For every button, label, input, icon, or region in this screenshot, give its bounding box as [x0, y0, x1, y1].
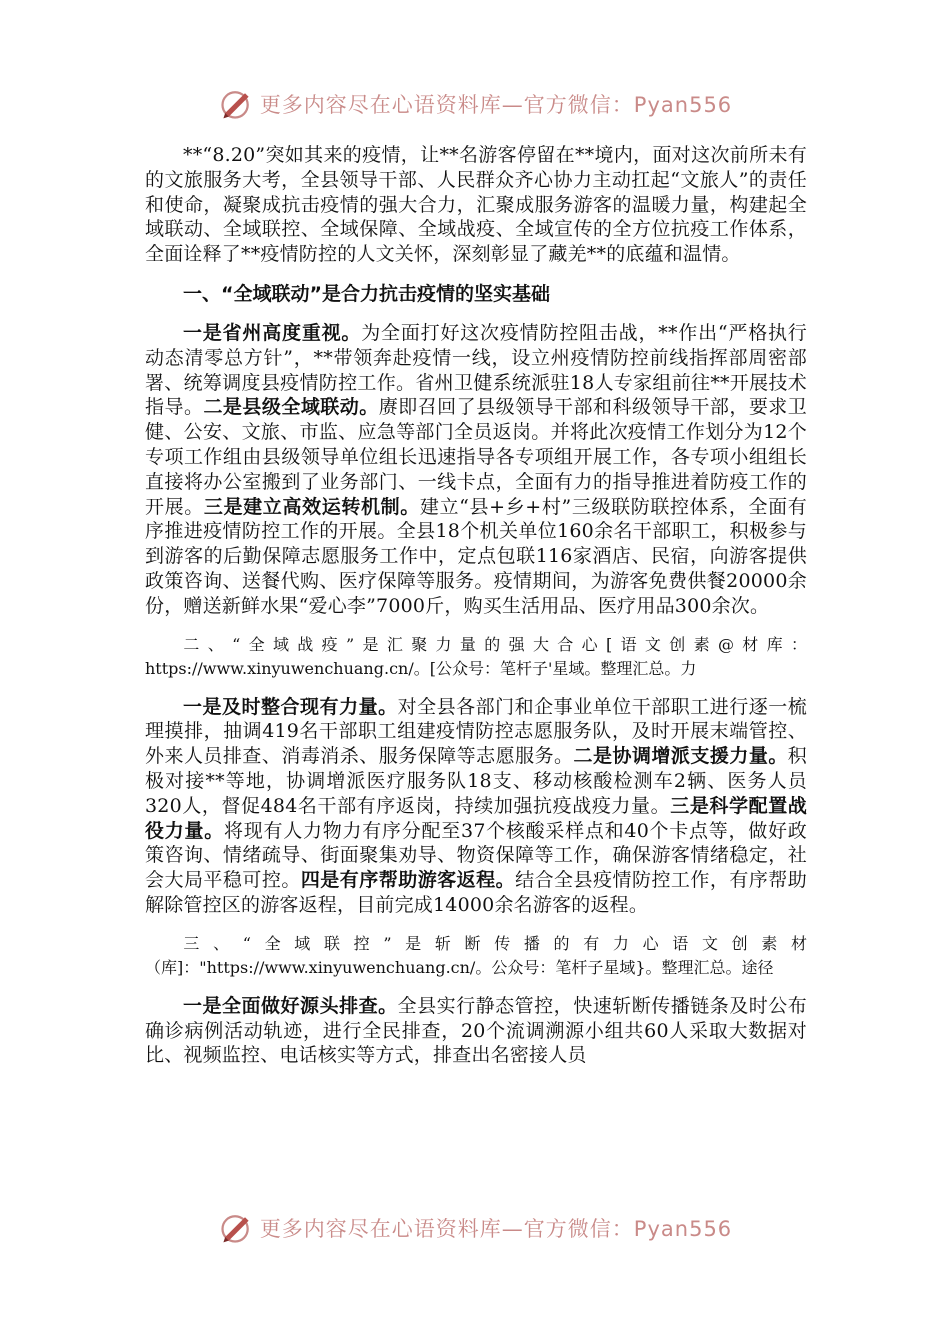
section2-point2-text: 积极对接**等地，协调增派医疗服务队18支、移动核酸检测车2辆、医务人员320人，督促484名干部有序返岗，持续加强抗疫战疫力量。: [145, 745, 807, 817]
section2-point3-text: 将现有人力物力有序分配至37个核酸采样点和40个卡点等，做好政策咨询、情绪疏导、街面聚集劝导、物资保障等工作，确保游客情绪稳定，社会大局平稳可控。: [145, 819, 807, 892]
pen-circle-logo-icon: [218, 1210, 254, 1246]
section1-paragraph: [145, 321, 807, 619]
section2-paragraph: [145, 695, 807, 918]
section3-paragraph: [145, 994, 807, 1068]
section2-point1-label: 一是及时整合现有力量。: [183, 695, 398, 718]
intro-paragraph: **“8.20”突如其来的疫情，让**名游客停留在**境内，面对这次前所未有的文旅服务大考，全县领导干部、人民群众齐心协力主动扛起“文旅人”的责任和使命，凝聚成抗击疫情的强大合力，汇聚成服务游客的温暖力量，构建起全域联动、全域联控、全域保障、全域战疫、全域宣传的全方位抗疫工作体系，全面诠释了**疫情防控的人文关怀，深刻彰显了藏羌**的底蕴和温情。: [145, 144, 807, 266]
document-body: [145, 143, 807, 1068]
watermark-text: 更多内容尽在心语资料库—官方微信：Pyan556: [259, 93, 733, 117]
section1-point1-text: 为全面打好这次疫情防控阻击战，**作出“严格执行动态清零总方针”，**带领奔赴疫情一线，设立州疫情防控前线指挥部周密部署、统筹调度县疫情防控工作。省州卫健系统派驻18人专家组前往**开展技术指导。: [145, 321, 808, 419]
section2-point1-text: 对全县各部门和企事业单位干部职工进行逐一梳理摸排，抽调419名干部职工组建疫情防控志愿服务队，及时开展末端管控、外来人员排查、消毒消杀、服务保障等志愿服务。: [145, 695, 808, 768]
section1-point3-text: 建立“县+乡+村”三级联防联控体系，全面有序推进疫情防控工作的开展。全县18个机关单位160余名干部职工，积极参与到游客的后勤保障志愿服务工作中，定点包联116家酒店、民宿，向游客提供政策咨询、送餐代购、医疗保障等服务。疫情期间，为游客免费供餐20000余份，赠送新鲜水果“爱心李”7000斤，购买生活用品、医疗用品300余次。: [145, 495, 808, 617]
section2-heading: 二、“全域战疫”是汇聚力量的强大合心[语文创素@材库：https://www.xinyuwenchuang.cn/。[公众号：笔杆子'星域。整理汇总。力: [145, 634, 807, 678]
watermark-text: 更多内容尽在心语资料库—官方微信：Pyan556: [259, 1217, 733, 1241]
section2-point2-label: 二是协调增派支援力量。: [573, 745, 788, 768]
section3-point1-label: 一是全面做好源头排查。: [183, 994, 398, 1017]
watermark-footer: [0, 1206, 950, 1250]
section1-point3-label: 三是建立高效运转机制。: [203, 495, 420, 518]
pen-circle-logo-icon: [218, 86, 254, 122]
watermark-header: [0, 82, 950, 126]
section2-point4-label: 四是有序帮助游客返程。: [300, 869, 516, 892]
section1-point1-label: 一是省州高度重视。: [183, 321, 362, 344]
section3-heading: 三、“全域联控”是斩断传播的有力心语文创素材（库]："https://www.xinyuwenchuang.cn/。公众号：笔杆子星域}。整理汇总。途径: [145, 933, 807, 977]
section1-point2-text: 赓即召回了县级领导干部和科级领导干部，要求卫健、公安、文旅、市监、应急等部门全员返岗。并将此次疫情工作划分为12个专项工作组由县级领导单位组长迅速指导各专项组开展工作，各专项小组组长直接将办公室搬到了业务部门、一线卡点，全面有力的指导推进着防疫工作的开展。: [145, 396, 807, 518]
section1-heading: 一、“全域联动”是合力抗击疫情的坚实基础: [183, 282, 550, 305]
section2-point3-label: 三是科学配置战役力量。: [145, 794, 807, 842]
section1-point2-label: 二是县级全域联动。: [203, 396, 379, 419]
section2-point4-text: 结合全县疫情防控工作，有序帮助解除管控区的游客返程，目前完成14000余名游客的返程。: [145, 869, 807, 916]
section3-point1-text: 全县实行静态管控，快速斩断传播链条及时公布确诊病例活动轨迹，进行全民排查，20个流调溯源小组共60人采取大数据对比、视频监控、电话核实等方式，排查出名密接人员: [145, 994, 808, 1067]
